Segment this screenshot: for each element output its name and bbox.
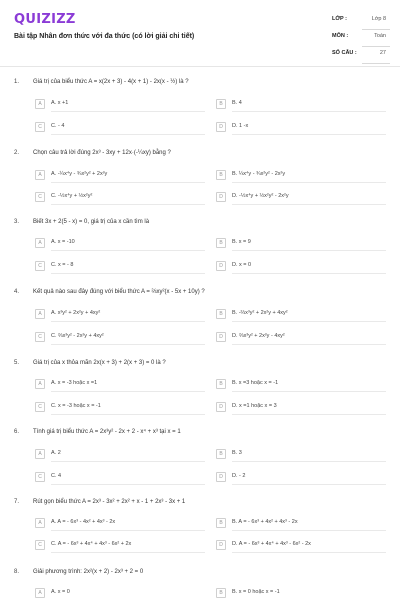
option-letter-box: A — [35, 309, 45, 319]
option-text: C. - 4 — [51, 123, 65, 129]
option-text: D. ⅔x³y² + 2x²y - 4xy² — [232, 333, 285, 339]
option-letter-box: B — [216, 449, 226, 459]
option-letter-box: D — [216, 540, 226, 550]
option-letter-box: D — [216, 261, 226, 271]
question-number: 6. — [14, 429, 20, 435]
option-text: B. A = - 6x³ + 4x² + 4x³ - 2x — [232, 519, 298, 525]
meta-subject — [332, 31, 390, 48]
option-letter-box: B — [216, 518, 226, 528]
question-text: Giá trị của biểu thức A = x(2x + 3) - 4(x + 1) - 2x(x - ½) là ? — [33, 79, 189, 85]
option-letter-box: D — [216, 192, 226, 202]
option-c[interactable] — [35, 122, 205, 135]
option-text: A. A = - 6x³ - 4x² + 4x³ - 2x — [51, 519, 116, 525]
option-underline — [232, 134, 386, 135]
option-text: D. - 2 — [232, 473, 246, 479]
option-text: A. x = 0 — [51, 589, 70, 595]
option-letter-box: A — [35, 170, 45, 180]
meta-underline — [362, 29, 390, 30]
question-text: Rút gọn biểu thức A = 2x³ - 3x² + 2x² + x - 1 + 2x³ - 3x + 1 — [33, 499, 186, 505]
option-underline — [51, 321, 205, 322]
meta-grade-label: LỚP : — [332, 16, 347, 22]
question-text: Kết quả nào sau đây đúng với biểu thức A = ⅔xy²(x - 5x + 10y) ? — [33, 289, 205, 295]
question-number: 5. — [14, 360, 20, 366]
option-b[interactable] — [216, 170, 386, 183]
option-text: B. x = 9 — [232, 239, 251, 245]
option-letter-box: B — [216, 238, 226, 248]
option-text: D. x = 0 — [232, 262, 252, 268]
meta-count-value: 27 — [379, 50, 386, 56]
option-underline — [232, 461, 386, 462]
option-text: B. 4 — [232, 100, 242, 106]
option-text: A. x³y² + 2x²y + 4xy² — [51, 310, 101, 316]
option-c[interactable] — [35, 332, 205, 345]
option-underline — [51, 530, 205, 531]
question-number: 2. — [14, 150, 20, 156]
option-underline — [51, 552, 205, 553]
option-d[interactable] — [216, 192, 386, 205]
option-text: D. A = - 6x³ + 4x⁴ + 4x³ - 6x² - 2x — [232, 541, 311, 547]
meta-count-label: SỐ CÂU : — [332, 50, 357, 56]
option-text: A. -¼x⁴y - ¾x²y² + 2x²y — [51, 171, 108, 177]
option-b[interactable] — [216, 518, 386, 531]
option-letter-box: C — [35, 261, 45, 271]
option-b[interactable] — [216, 238, 386, 251]
option-underline — [232, 530, 386, 531]
option-underline — [232, 344, 386, 345]
option-text: C. 4 — [51, 473, 62, 479]
option-b[interactable] — [216, 99, 386, 112]
option-letter-box: A — [35, 238, 45, 248]
option-text: C. ⅔x³y² - 2x²y + 4xy² — [51, 333, 104, 339]
option-underline — [51, 414, 205, 415]
question-text: Tính giá trị biểu thức A = 2x³y² - 2x + 2 - x⁴ + x³ tại x = 1 — [33, 429, 181, 435]
option-underline — [51, 461, 205, 462]
option-d[interactable] — [216, 540, 386, 553]
option-text: A. x = -10 — [51, 239, 75, 245]
option-d[interactable] — [216, 122, 386, 135]
option-underline — [51, 111, 205, 112]
option-b[interactable] — [216, 588, 386, 600]
quizizz-logo: QUIZIZZ — [14, 12, 76, 27]
option-text: B. -⅔x³y² + 2x²y + 4xy² — [232, 310, 288, 316]
option-c[interactable] — [35, 402, 205, 415]
option-text: B. x =3 hoặc x = -1 — [232, 380, 279, 386]
option-a[interactable] — [35, 518, 205, 531]
option-letter-box: A — [35, 99, 45, 109]
option-letter-box: A — [35, 449, 45, 459]
meta-subject-value: Toán — [374, 33, 386, 39]
option-underline — [51, 273, 205, 274]
option-text: C. x = -3 hoặc x = -1 — [51, 403, 101, 409]
option-underline — [51, 484, 205, 485]
option-letter-box: C — [35, 472, 45, 482]
option-letter-box: B — [216, 309, 226, 319]
worksheet-header — [0, 0, 400, 64]
option-underline — [232, 111, 386, 112]
question-text: Biết 3x + 2(5 - x) = 0, giá trị của x cần tìm là — [33, 219, 150, 225]
option-underline — [232, 552, 386, 553]
meta-grade — [332, 14, 390, 31]
option-text: C. -½x⁴y + ½x²y² — [51, 193, 93, 199]
question-text: Giá trị của x thỏa mãn 2x(x + 3) + 2(x + 3) = 0 là ? — [33, 360, 166, 366]
question-number: 3. — [14, 219, 20, 225]
option-a[interactable] — [35, 170, 205, 183]
question-text: Chọn câu trả lời đúng 2x³ - 3xy + 12x·(-¼xy) bằng ? — [33, 150, 171, 156]
option-letter-box: B — [216, 588, 226, 598]
option-underline — [51, 250, 205, 251]
option-c[interactable] — [35, 192, 205, 205]
option-text: D. 1 -x — [232, 123, 249, 129]
option-letter-box: A — [35, 379, 45, 389]
option-letter-box: B — [216, 170, 226, 180]
option-underline — [232, 273, 386, 274]
option-text: C. x = - 8 — [51, 262, 74, 268]
option-letter-box: C — [35, 122, 45, 132]
option-letter-box: D — [216, 332, 226, 342]
question-number: 4. — [14, 289, 20, 295]
meta-underline — [362, 46, 390, 47]
option-c[interactable] — [35, 261, 205, 274]
option-a[interactable] — [35, 379, 205, 392]
question-number: 7. — [14, 499, 20, 505]
option-underline — [51, 204, 205, 205]
question-text: Giải phương trình: 2x²(x + 2) - 2x³ + 2 = 0 — [33, 569, 144, 575]
option-a[interactable] — [35, 309, 205, 322]
option-text: B. 3 — [232, 450, 242, 456]
option-d[interactable] — [216, 472, 386, 485]
option-b[interactable] — [216, 379, 386, 392]
meta-subject-label: MÔN : — [332, 33, 349, 39]
option-underline — [51, 134, 205, 135]
option-underline — [232, 414, 386, 415]
option-d[interactable] — [216, 402, 386, 415]
option-letter-box: C — [35, 402, 45, 412]
option-underline — [51, 344, 205, 345]
option-underline — [51, 391, 205, 392]
option-text: A. x +1 — [51, 100, 69, 106]
option-a[interactable] — [35, 449, 205, 462]
option-d[interactable] — [216, 332, 386, 345]
option-underline — [232, 204, 386, 205]
option-text: A. x = -3 hoặc x =1 — [51, 380, 98, 386]
option-letter-box: B — [216, 379, 226, 389]
option-underline — [232, 182, 386, 183]
option-a[interactable] — [35, 238, 205, 251]
worksheet-title: Bài tập Nhân đơn thức với đa thức (có lời giải chi tiết) — [14, 33, 195, 40]
option-letter-box: A — [35, 518, 45, 528]
meta-question-count — [332, 48, 390, 65]
option-letter-box: C — [35, 332, 45, 342]
option-letter-box: D — [216, 402, 226, 412]
option-letter-box: B — [216, 99, 226, 109]
option-letter-box: D — [216, 472, 226, 482]
option-text: B. ¼x⁴y - ¾x²y² - 2x²y — [232, 171, 286, 177]
question-number: 1. — [14, 79, 20, 85]
option-b[interactable] — [216, 309, 386, 322]
option-text: B. x = 0 hoặc x = -1 — [232, 589, 280, 595]
option-underline — [232, 391, 386, 392]
option-d[interactable] — [216, 261, 386, 274]
option-letter-box: A — [35, 588, 45, 598]
option-text: D. -½x⁴y + ½x²y² - 2x²y — [232, 193, 289, 199]
option-text: D. x =1 hoặc x = 3 — [232, 403, 277, 409]
option-c[interactable] — [35, 472, 205, 485]
option-text: C. A = - 6x³ + 4x⁴ + 4x³ - 6x² + 2x — [51, 541, 132, 547]
option-letter-box: C — [35, 192, 45, 202]
option-letter-box: C — [35, 540, 45, 550]
header-divider — [0, 66, 400, 67]
option-a[interactable] — [35, 99, 205, 112]
question-number: 8. — [14, 569, 20, 575]
option-b[interactable] — [216, 449, 386, 462]
option-text: A. 2 — [51, 450, 61, 456]
option-underline — [232, 484, 386, 485]
option-c[interactable] — [35, 540, 205, 553]
option-letter-box: D — [216, 122, 226, 132]
option-underline — [232, 250, 386, 251]
option-underline — [232, 321, 386, 322]
meta-underline — [362, 63, 390, 64]
option-underline — [51, 182, 205, 183]
option-a[interactable] — [35, 588, 205, 600]
meta-grade-value: Lớp 8 — [371, 16, 386, 22]
